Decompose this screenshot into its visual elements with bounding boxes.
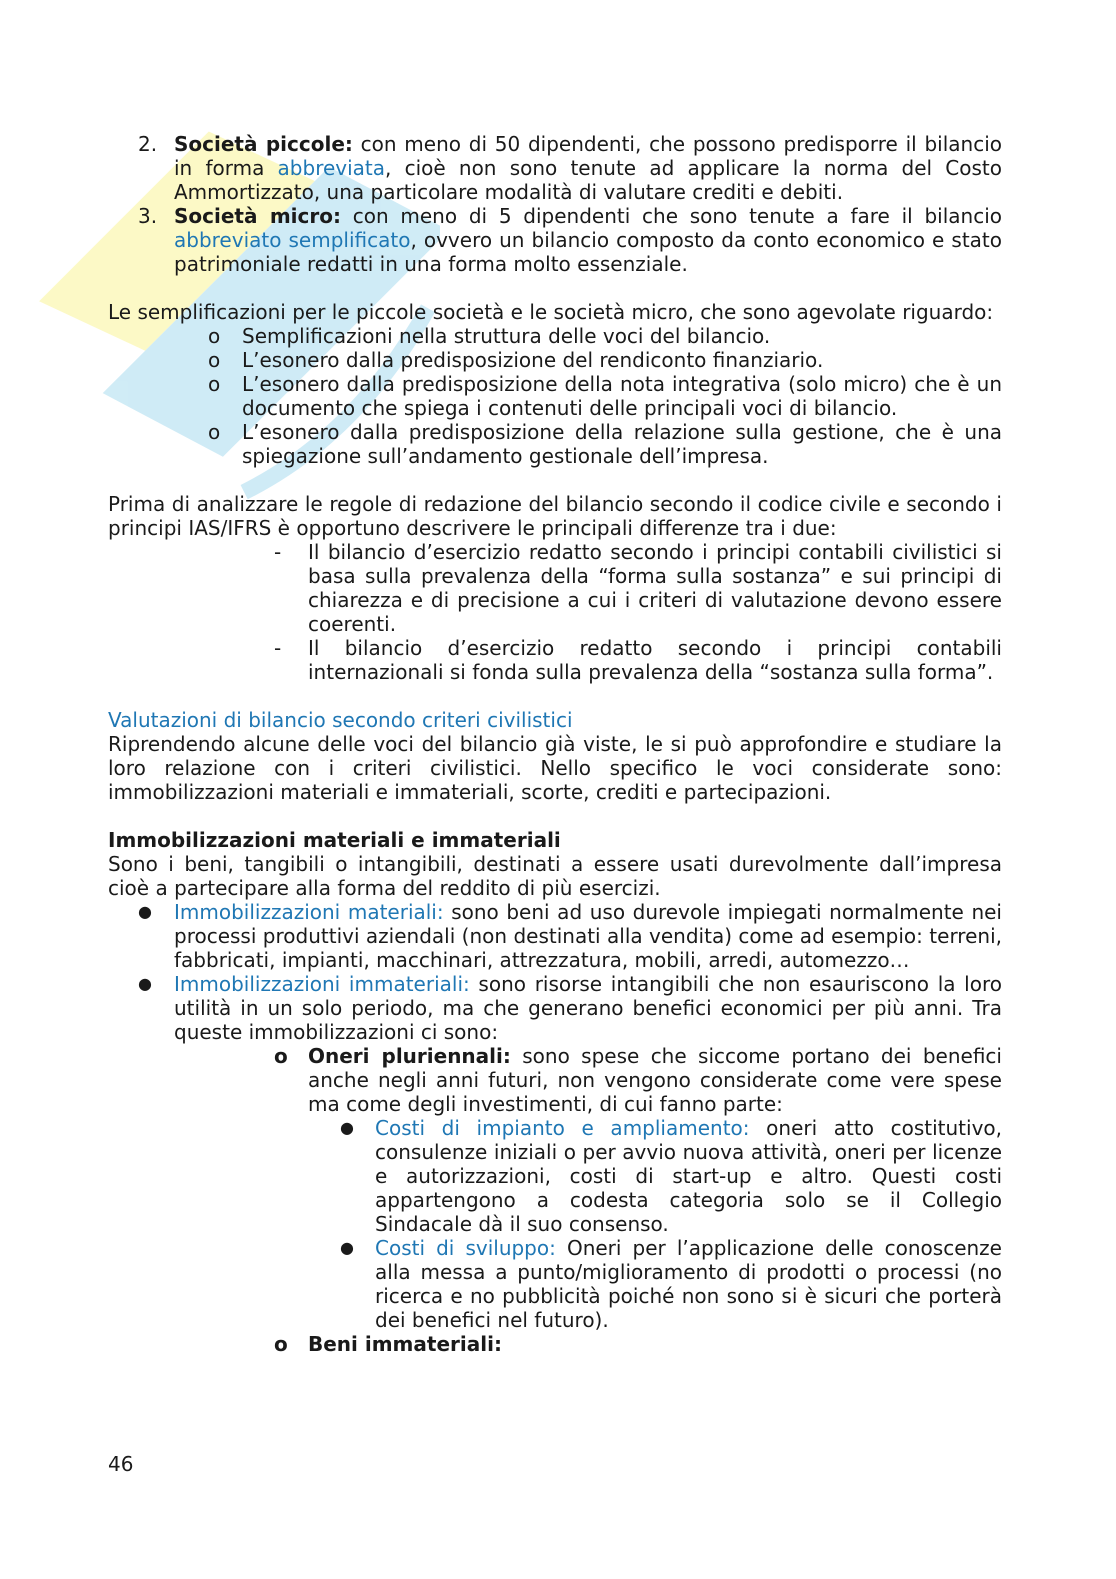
immaterial-sublist — [108, 1332, 1002, 1356]
list-number: 3. — [138, 204, 158, 228]
item-title: Società micro: — [174, 204, 341, 228]
item-highlight: abbreviata — [277, 156, 386, 180]
item-text: oneri atto costitutivo, consulenze iniziali o per avvio nuova attività, oneri per licenze e autorizzazioni, costi di start-up e altro. Questi costi appartengono a codesta categoria solo se il Collegio Sindacale dà il suo consenso. — [375, 1116, 1002, 1236]
list-item — [108, 372, 1002, 420]
item-text: L’esonero dalla predisposizione del rendiconto finanziario. — [242, 348, 824, 372]
item-title: Beni immateriali: — [308, 1332, 502, 1356]
list-marker: - — [274, 636, 282, 660]
list-item — [108, 1332, 1002, 1356]
section-heading: Valutazioni di bilancio secondo criteri civilistici — [108, 708, 573, 732]
list-marker: o — [208, 348, 221, 372]
list-item — [108, 324, 1002, 348]
item-text: Il bilancio d’esercizio redatto secondo i principi contabili civilistici si basa sulla prevalenza della “forma sulla sostanza” e sui principi di chiarezza e di precisione a cui i criteri di valutazione devono essere coerenti. — [308, 540, 1002, 636]
item-text: , cioè non sono tenute ad applicare la norma del Costo Ammortizzato, una particolare modalità di valutare crediti e debiti. — [174, 156, 1003, 204]
list-marker: o — [208, 324, 221, 348]
page-content — [108, 132, 1002, 1356]
bullet-icon: ● — [138, 902, 152, 921]
item-title: Oneri pluriennali: — [308, 1044, 511, 1068]
item-text: Semplificazioni nella struttura delle voci del bilancio. — [242, 324, 771, 348]
costs-list — [108, 1116, 1002, 1332]
list-item — [108, 1116, 1002, 1236]
list-marker: - — [274, 540, 282, 564]
section-body: Sono i beni, tangibili o intangibili, destinati a essere usati durevolmente dall’impresa cioè a partecipare alla forma del reddito di più esercizi. — [108, 852, 1002, 900]
item-title: Società piccole: — [174, 132, 353, 156]
bullet-icon: ● — [340, 1238, 354, 1257]
list-marker: o — [274, 1044, 288, 1068]
bullet-icon: ● — [138, 974, 152, 993]
differences-intro: Prima di analizzare le regole di redazione del bilancio secondo il codice civile e secondo i principi IAS/IFRS è opportuno descrivere le principali differenze tra i due: — [108, 492, 1002, 540]
item-text: sono beni ad uso durevole impiegati normalmente nei processi produttivi aziendali (non destinati alla vendita) come ad esempio: terreni, fabbricati, impianti, macchinari, attrezzatura, mobili, arredi, automezzo… — [174, 900, 1002, 972]
item-text: Oneri per l’applicazione delle conoscenze alla messa a punto/miglioramento di prodotti o processi (no ricerca e no pubblicità poiché non sono si è sicuri che porterà dei benefici nel futuro). — [375, 1236, 1002, 1332]
item-highlight: abbreviato semplificato — [174, 228, 411, 252]
item-text: sono spese che siccome portano dei benefici anche negli anni futuri, non vengono considerate come vere spese ma come degli investimenti, di cui fanno parte: — [308, 1044, 1002, 1116]
assets-list — [108, 900, 1002, 1044]
bullet-icon: ● — [340, 1118, 354, 1137]
list-item — [108, 636, 1002, 684]
item-text: L’esonero dalla predisposizione della nota integrativa (solo micro) che è un documento che spiega i contenuti delle principali voci di bilancio. — [242, 372, 1002, 420]
list-item — [108, 540, 1002, 636]
item-text: con meno di 50 dipendenti, che possono predisporre il bilancio in forma — [174, 132, 1002, 180]
list-item — [108, 972, 1002, 1044]
item-title: Immobilizzazioni immateriali: — [174, 972, 470, 996]
item-text: sono risorse intangibili che non esauriscono la loro utilità in un solo periodo, ma che generano benefici economici per più anni. Tra queste immobilizzazioni ci sono: — [174, 972, 1002, 1044]
section-heading — [108, 828, 1002, 852]
item-text: L’esonero dalla predisposizione della relazione sulla gestione, che è una spiegazione sull’andamento gestionale dell’impresa. — [242, 420, 1002, 468]
item-title: Costi di impianto e ampliamento: — [375, 1116, 750, 1140]
item-title: Immobilizzazioni materiali: — [174, 900, 444, 924]
differences-list — [108, 540, 1002, 684]
list-marker: o — [208, 372, 221, 396]
list-item — [108, 1044, 1002, 1116]
item-text: Il bilancio d’esercizio redatto secondo i principi contabili internazionali si fonda sulla prevalenza della “sostanza sulla forma”. — [308, 636, 1002, 684]
section-body: Riprendendo alcune delle voci del bilancio già viste, le si può approfondire e studiare la loro relazione con i criteri civilistici. Nello specifico le voci considerate sono: immobilizzazioni materiali e immateriali, scorte, crediti e partecipazioni. — [108, 732, 1002, 804]
list-marker: o — [208, 420, 221, 444]
list-item — [108, 900, 1002, 972]
list-item — [108, 132, 1002, 204]
list-item — [108, 420, 1002, 468]
list-number: 2. — [138, 132, 158, 156]
immaterial-sublist — [108, 1044, 1002, 1116]
heading-text: Immobilizzazioni materiali e immateriali — [108, 828, 561, 852]
simplifications-list — [108, 324, 1002, 468]
list-item — [108, 1236, 1002, 1332]
list-item — [108, 204, 1002, 276]
simplifications-intro: Le semplificazioni per le piccole società e le società micro, che sono agevolate riguardo: — [108, 300, 994, 324]
list-item — [108, 348, 1002, 372]
item-title: Costi di sviluppo: — [375, 1236, 556, 1260]
company-size-list — [108, 132, 1002, 276]
list-marker: o — [274, 1332, 288, 1356]
item-text: con meno di 5 dipendenti che sono tenute a fare il bilancio — [340, 204, 1002, 228]
item-text: , ovvero un bilancio composto da conto economico e stato patrimoniale redatti in una forma molto essenziale. — [174, 228, 1003, 276]
page-number: 46 — [108, 1452, 134, 1476]
